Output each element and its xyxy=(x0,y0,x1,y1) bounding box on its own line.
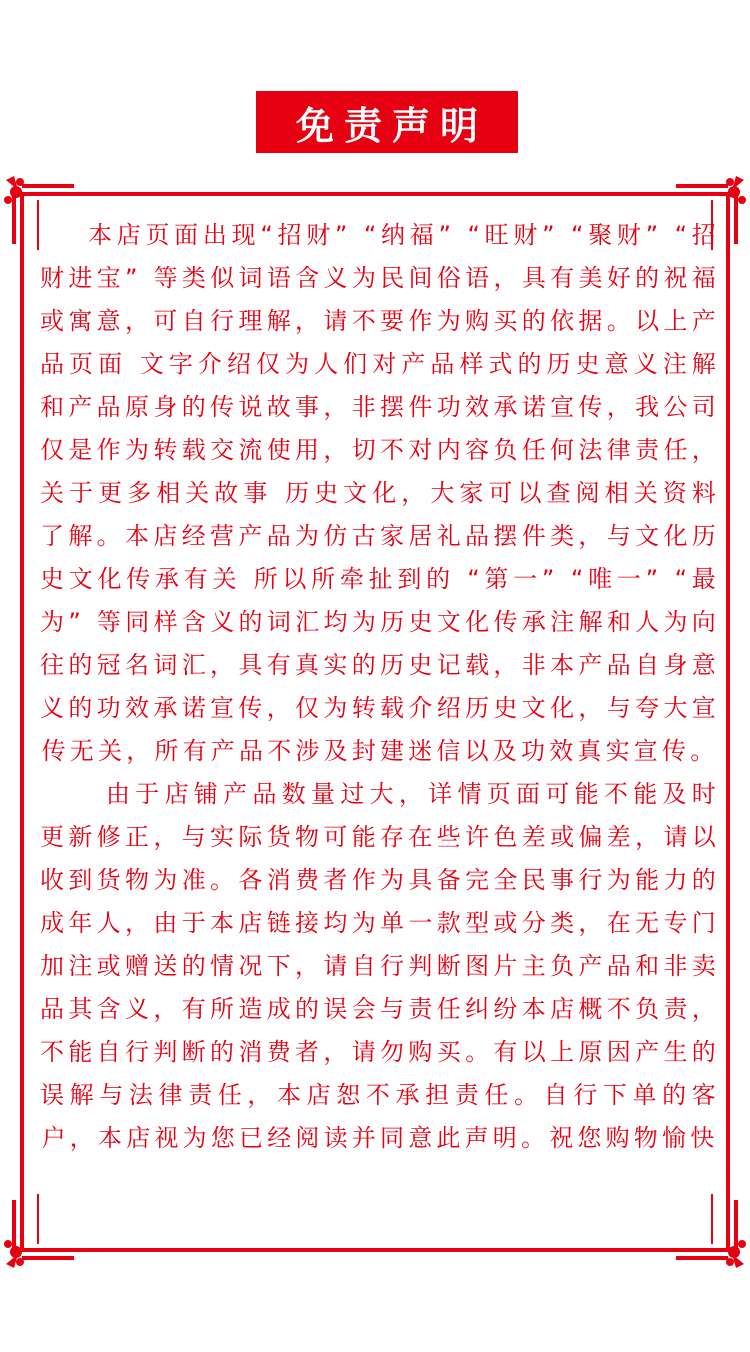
page-title: 免责声明 xyxy=(256,91,518,153)
disclaimer-paragraph-1: 本店页面出现“招财” “纳福” “旺财” “聚财” “招财进宝” 等类似词语含义为民间俗语，具有美好的祝福或寓意，可自行理解，请不要作为购买的依据。以上产品页面 文字介绍仅为人们对产品样式的历史意义注解和产品原身的传说故事，非摆件功效承诺宣传，我公司仅是作为转载交流使用，切不对内容负任何法律责任，关于更多相关故事 历史文化，大家可以查阅相关资料了解。本店经营产品为仿古家居礼品摆件类，与文化历史文化传承有关 所以所牵扯到的 “第一” “唯一” “最为” 等同样含义的词汇均为历史文化传承注解和人为向往的冠名词汇，具有真实的历史记载，非本产品自身意义的功效承诺宣传，仅为转载介绍历史文化，与夸大宣传无关，所有产品不涉及封建迷信以及功效真实宣传。 xyxy=(40,221,720,765)
disclaimer-body xyxy=(40,214,720,1160)
disclaimer-paragraph-2: 由于店铺产品数量过大，详情页面可能不能及时更新修正，与实际货物可能存在些许色差或偏差，请以收到货物为准。各消费者作为具备完全民事行为能力的成年人，由于本店链接均为单一款型或分类，在无专门加注或赠送的情况下，请自行判断图片主负产品和非卖品其含义，有所造成的误会与责任纠纷本店概不负责，不能自行判断的消费者，请勿购买。有以上原因产生的误解与法律责任，本店恕不承担责任。自行下单的客户，本店视为您已经阅读并同意此声明。祝您购物愉快 xyxy=(40,780,720,1152)
